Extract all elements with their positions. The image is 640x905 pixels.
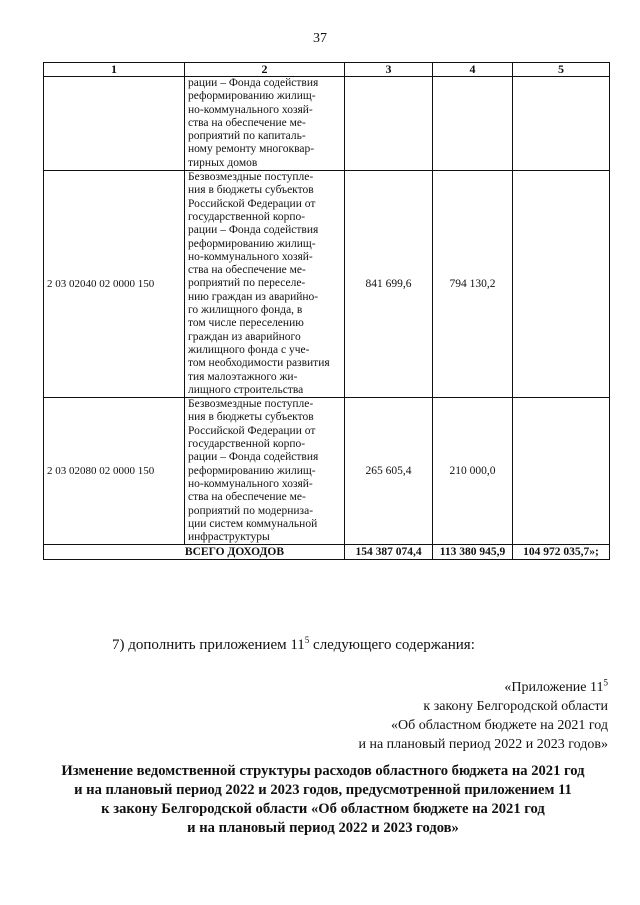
heading-line: к закону Белгородской области «Об областном бюджете на 2021 год xyxy=(101,801,545,817)
revenue-name-line: нию граждан из аварийно- xyxy=(188,290,319,303)
revenue-name-line: Безвозмездные поступле- xyxy=(188,398,314,411)
instruction-text: 7) дополнить приложением 11 xyxy=(112,637,305,653)
table-row xyxy=(44,398,610,545)
total-2021: 154 387 074,4 xyxy=(345,545,433,560)
revenue-name-line: реформированию жилищ- xyxy=(188,464,316,477)
revenue-name-line: ному ремонту многоквар- xyxy=(188,143,315,156)
amount-2022 xyxy=(433,77,513,171)
instruction-superscript: 5 xyxy=(304,635,310,645)
amount-2021: 841 699,6 xyxy=(345,171,433,398)
revenue-name-line: но-коммунального хозяй- xyxy=(188,250,313,263)
amount-2022: 210 000,0 xyxy=(433,398,513,545)
appendix-superscript: 5 xyxy=(603,677,608,688)
revenue-name-line: ства на обеспечение ме- xyxy=(188,264,306,277)
revenue-name-line: Российской Федерации от xyxy=(188,424,316,437)
revenue-name-line: жилищного фонда с уче- xyxy=(188,343,310,356)
appendix-reference xyxy=(188,678,608,754)
revenue-name-line: рации – Фонда содействия xyxy=(188,224,319,237)
amount-2023 xyxy=(513,398,610,545)
revenue-table xyxy=(43,62,610,560)
revenue-name-line: ния в бюджеты субъектов xyxy=(188,184,314,197)
revenue-name-line: роприятий по модерниза- xyxy=(188,504,314,517)
revenue-code xyxy=(44,77,185,171)
amendment-instruction xyxy=(112,637,475,654)
revenue-name-line: государственной корпо- xyxy=(188,438,306,451)
revenue-name-line: том необходимости развития xyxy=(188,357,330,370)
total-row xyxy=(44,545,610,560)
amount-2023 xyxy=(513,171,610,398)
revenue-code: 2 03 02080 02 0000 150 xyxy=(44,398,185,545)
revenue-name-line: Безвозмездные поступле- xyxy=(188,171,314,184)
revenue-name-line: но-коммунального хозяй- xyxy=(188,477,313,490)
page-number: 37 xyxy=(313,31,327,46)
revenue-name-line: лищного строительства xyxy=(188,383,304,396)
revenue-name-line: Российской Федерации от xyxy=(188,197,316,210)
section-heading xyxy=(30,762,616,838)
revenue-name-line: инфраструктуры xyxy=(188,531,270,544)
revenue-name-line: роприятий по капиталь- xyxy=(188,130,306,143)
amount-2021 xyxy=(345,77,433,171)
revenue-name-line: роприятий по переселе- xyxy=(188,277,306,290)
table-row xyxy=(44,77,610,171)
revenue-name xyxy=(185,398,345,545)
revenue-name-line: реформированию жилищ- xyxy=(188,237,316,250)
column-header: 4 xyxy=(433,63,513,77)
revenue-name xyxy=(185,171,345,398)
revenue-name-line: реформированию жилищ- xyxy=(188,90,316,103)
total-label: ВСЕГО ДОХОДОВ xyxy=(44,545,345,560)
revenue-name-line: но-коммунального хозяй- xyxy=(188,103,313,116)
column-header: 2 xyxy=(185,63,345,77)
column-header: 1 xyxy=(44,63,185,77)
revenue-name-line: государственной корпо- xyxy=(188,210,306,223)
revenue-name-line: ния в бюджеты субъектов xyxy=(188,411,314,424)
revenue-name-line: рации – Фонда содействия xyxy=(188,77,319,89)
column-header: 5 xyxy=(513,63,610,77)
revenue-code: 2 03 02040 02 0000 150 xyxy=(44,171,185,398)
revenue-name-line: ции систем коммунальной xyxy=(188,517,318,530)
amount-2021: 265 605,4 xyxy=(345,398,433,545)
appendix-line-4: и на плановый период 2022 и 2023 годов» xyxy=(358,737,608,752)
amount-2022: 794 130,2 xyxy=(433,171,513,398)
revenue-name-line: го жилищного фонда, в xyxy=(188,304,303,317)
revenue-name-line: том числе переселению xyxy=(188,317,304,330)
revenue-name-line: тия малоэтажного жи- xyxy=(188,370,298,383)
revenue-name-line: ства на обеспечение ме- xyxy=(188,116,306,129)
revenue-name-line: тирных домов xyxy=(188,156,258,169)
revenue-name xyxy=(185,77,345,171)
heading-line: и на плановый период 2022 и 2023 годов» xyxy=(187,820,459,836)
instruction-tail: следующего содержания: xyxy=(309,637,475,653)
heading-line: Изменение ведомственной структуры расходов областного бюджета на 2021 год xyxy=(61,763,585,779)
amount-2023 xyxy=(513,77,610,171)
revenue-name-line: граждан из аварийного xyxy=(188,330,301,343)
table-header-row xyxy=(44,63,610,77)
column-header: 3 xyxy=(345,63,433,77)
appendix-line-3: «Об областном бюджете на 2021 год xyxy=(391,718,608,733)
appendix-title: «Приложение 11 xyxy=(504,680,604,695)
table-row xyxy=(44,171,610,398)
appendix-line-2: к закону Белгородской области xyxy=(423,699,608,714)
heading-line: и на плановый период 2022 и 2023 годов, предусмотренной приложением 11 xyxy=(74,782,572,798)
appendix-line-1 xyxy=(188,678,608,697)
total-2023: 104 972 035,7»; xyxy=(513,545,610,560)
revenue-name-line: ства на обеспечение ме- xyxy=(188,491,306,504)
revenue-name-line: рации – Фонда содействия xyxy=(188,451,319,464)
total-2022: 113 380 945,9 xyxy=(433,545,513,560)
